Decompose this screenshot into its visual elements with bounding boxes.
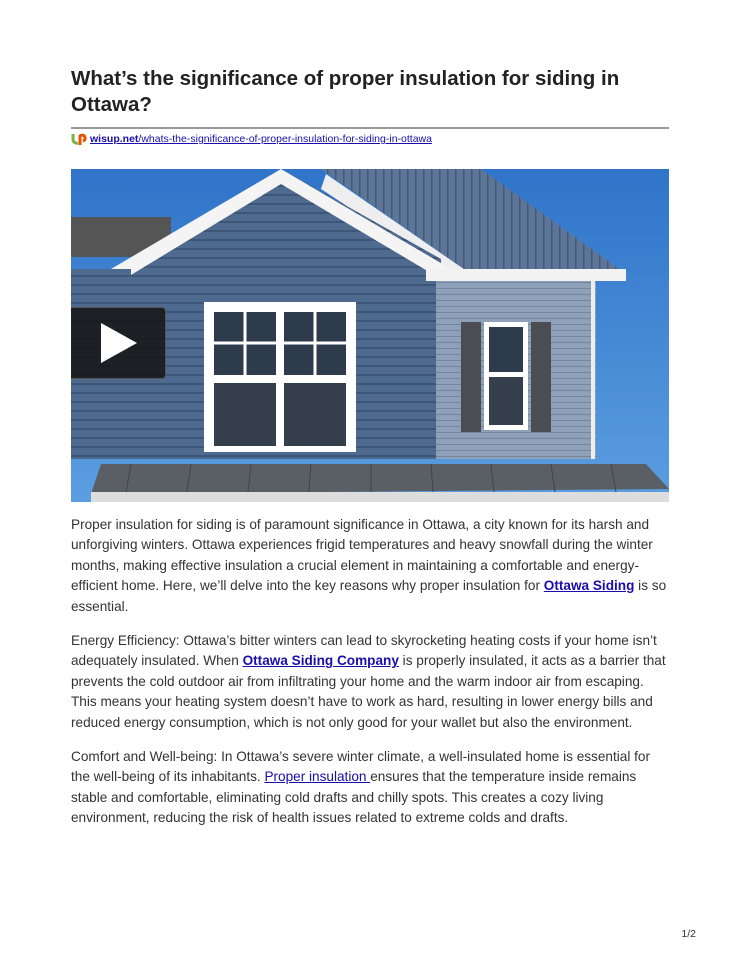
source-link[interactable]	[90, 133, 432, 145]
paragraph-text: Comfort and Well-being: In Ottawa’s severe winter climate, a well-insulated home is essential for the well-being of its inhabitants.	[71, 749, 650, 785]
divider	[71, 127, 669, 129]
page-title: What’s the significance of proper insulation for siding in Ottawa?	[71, 67, 620, 116]
paragraph-intro	[71, 515, 671, 617]
hero-image	[71, 169, 669, 502]
paragraph-energy-efficiency	[71, 631, 671, 733]
ottawa-siding-company-link[interactable]: Ottawa Siding Company	[242, 653, 399, 669]
source-link-row	[71, 132, 432, 146]
source-path: /whats-the-significance-of-proper-insulation-for-siding-in-ottawa	[138, 133, 432, 145]
paragraph-text: ensures that the temperature inside remains stable and comfortable, eliminating cold drafts and chilly spots. This creates a cozy living environment, reducing the risk of health issues related to extreme colds and drafts.	[71, 769, 637, 826]
source-domain: wisup.net	[90, 133, 139, 145]
paragraph-text: Energy Efficiency: Ottawa’s bitter winters can lead to skyrocketing heating costs if your home isn’t adequately insulated. When	[71, 633, 657, 669]
proper-insulation-link[interactable]: Proper insulation	[264, 769, 371, 785]
play-button[interactable]	[71, 307, 166, 379]
page-number: 1/2	[681, 928, 696, 940]
paragraph-text: Proper insulation for siding is of paramount significance in Ottawa, a city known for its harsh and unforgiving winters. Ottawa experiences frigid temperatures and heavy snowfall during the winter months, making effective insulation a crucial element in maintaining a comfortable and energy-efficient home. Here, we’ll delve into the key reasons why proper insulation for	[71, 517, 653, 594]
article-body	[71, 515, 671, 843]
ottawa-siding-link[interactable]: Ottawa Siding	[543, 578, 635, 594]
wisup-logo-icon	[71, 132, 87, 146]
paragraph-comfort	[71, 747, 671, 829]
paragraph-text: is so essential.	[71, 578, 667, 614]
paragraph-text: is properly insulated, it acts as a barrier that prevents the cold outdoor air from infiltrating your home and the warm indoor air from escaping. This means your heating system doesn’t have to work as hard, resulting in lower energy bills and reduced energy consumption, which is not only good for your wallet but also the environment.	[71, 653, 666, 730]
